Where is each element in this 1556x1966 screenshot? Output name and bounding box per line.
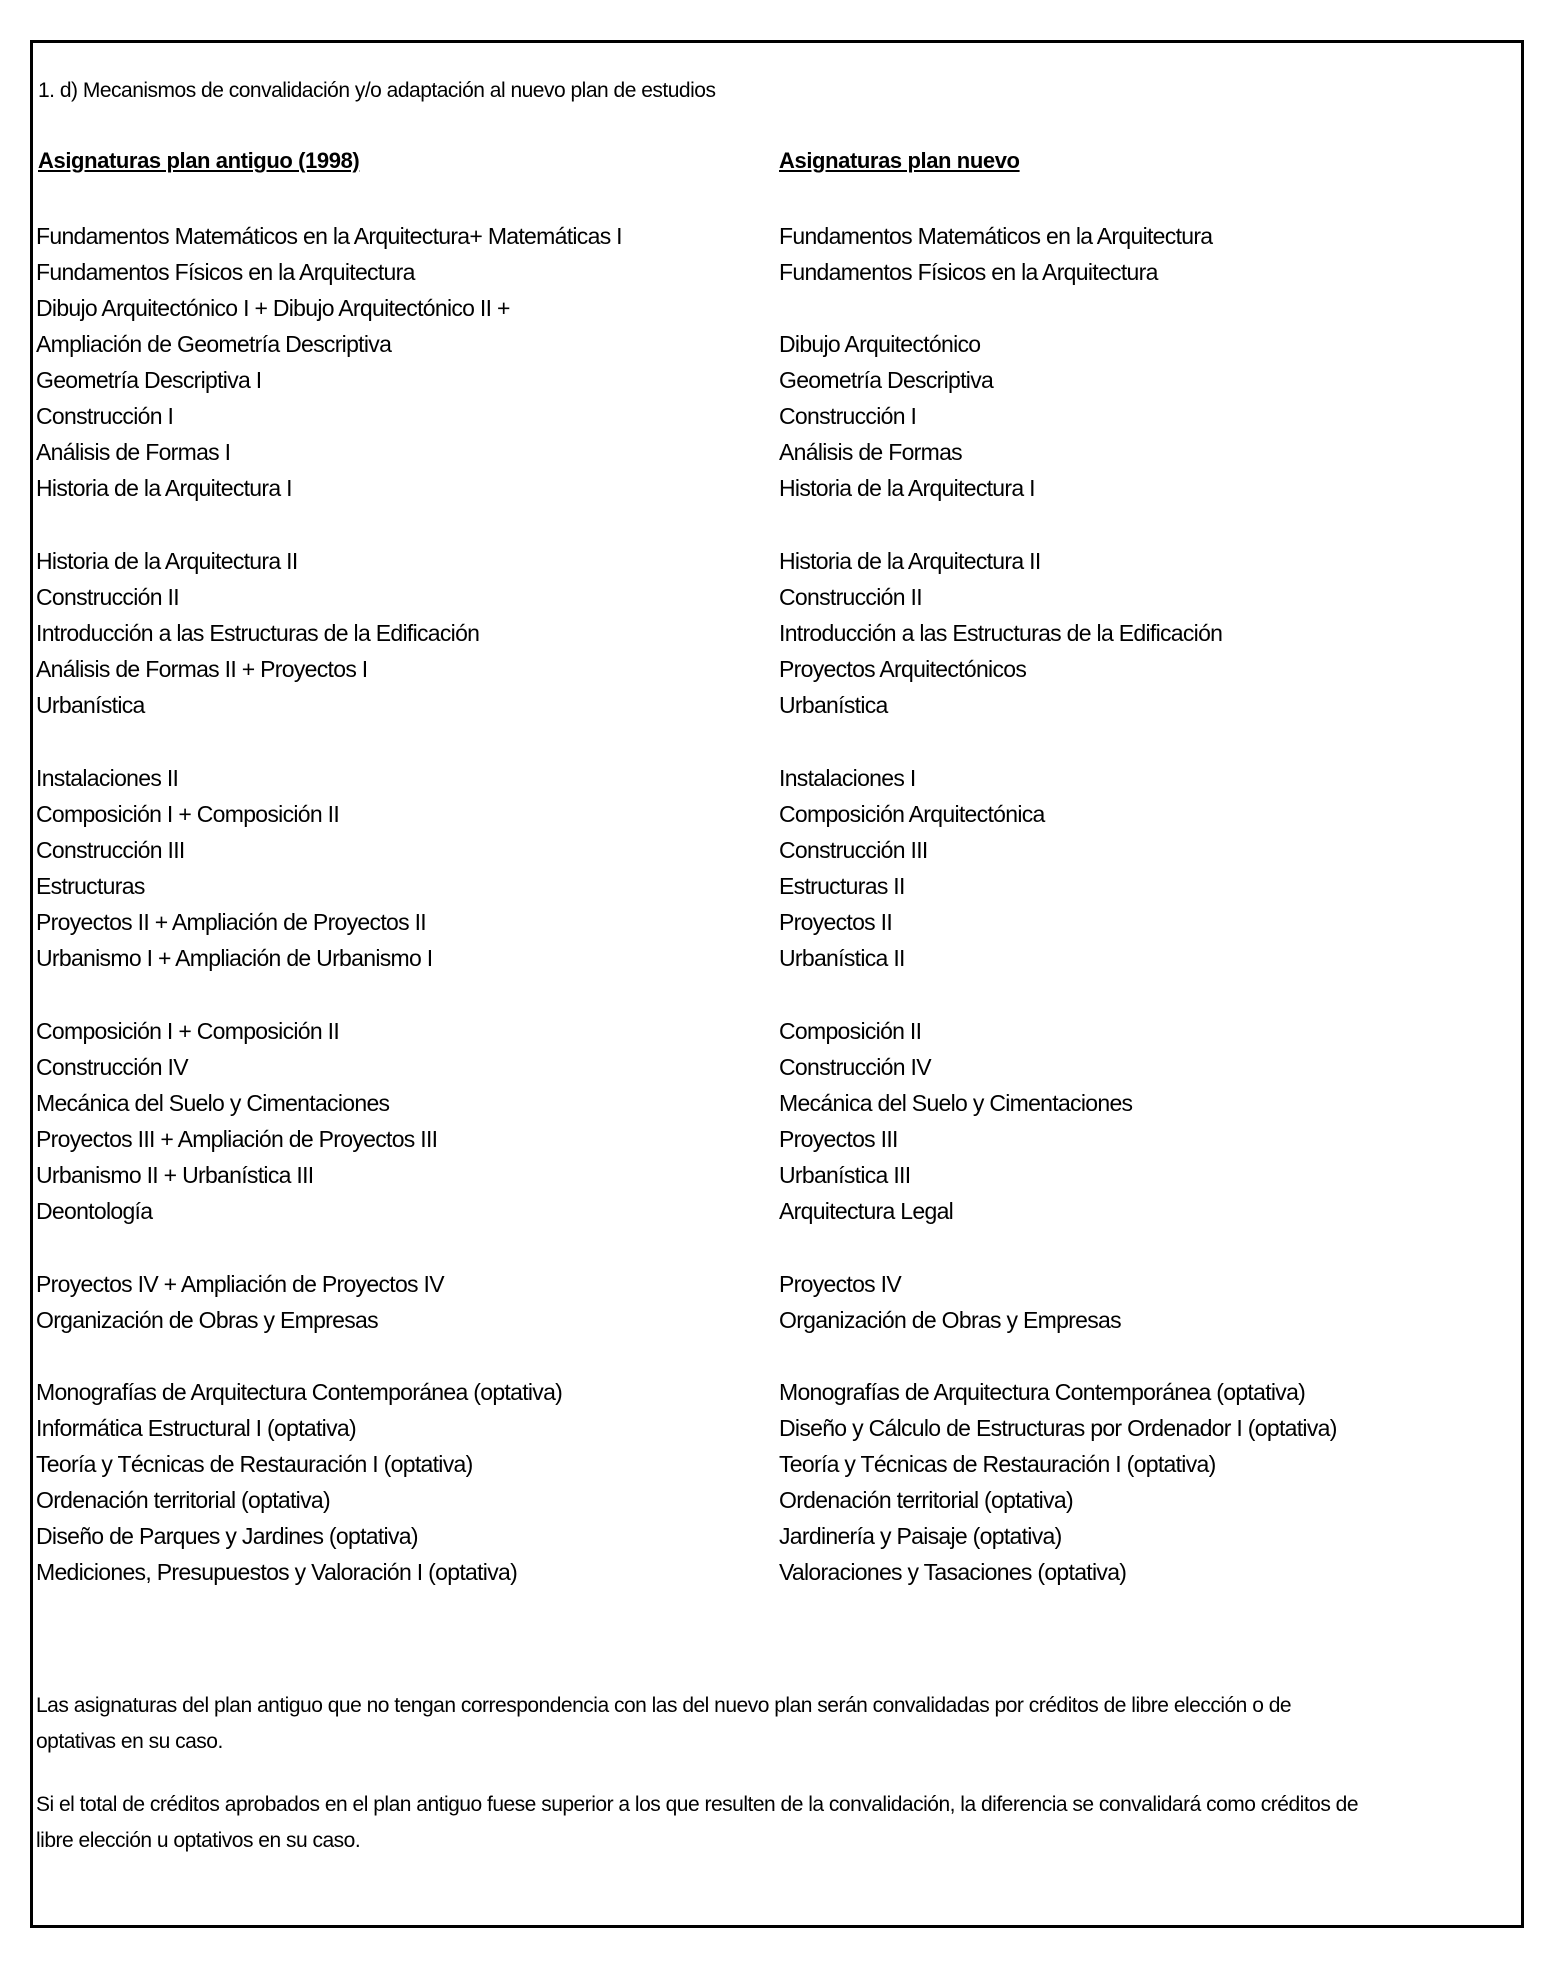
old-subject: Ampliación de Geometría Descriptiva: [36, 331, 392, 357]
old-subject: Fundamentos Matemáticos en la Arquitectura+ Matemáticas I: [36, 223, 622, 249]
new-subject: Construcción I: [779, 403, 917, 429]
old-subject: Instalaciones II: [36, 765, 179, 791]
new-subject: Proyectos II: [779, 909, 893, 935]
new-subject: Teoría y Técnicas de Restauración I (optativa): [779, 1451, 1216, 1477]
new-subject: Construcción IV: [779, 1054, 931, 1080]
old-subject: Construcción I: [36, 403, 174, 429]
old-subject: Urbanismo I + Ampliación de Urbanismo I: [36, 945, 433, 971]
old-subject: Análisis de Formas II + Proyectos I: [36, 656, 368, 682]
new-subject: Historia de la Arquitectura II: [779, 548, 1041, 574]
old-subject: Introducción a las Estructuras de la Edificación: [36, 620, 480, 646]
new-subject: Mecánica del Suelo y Cimentaciones: [779, 1090, 1133, 1116]
old-subject: Informática Estructural I (optativa): [36, 1415, 356, 1441]
old-subject: Composición I + Composición II: [36, 1018, 340, 1044]
new-subject: Diseño y Cálculo de Estructuras por Ordenador I (optativa): [779, 1415, 1337, 1441]
new-subject: Ordenación territorial (optativa): [779, 1487, 1073, 1513]
new-subject: Instalaciones I: [779, 765, 916, 791]
old-subject: Urbanística: [36, 692, 145, 718]
new-subject: Introducción a las Estructuras de la Edificación: [779, 620, 1223, 646]
new-subject: Proyectos IV: [779, 1271, 901, 1297]
old-subject: Historia de la Arquitectura II: [36, 548, 298, 574]
old-subject: Organización de Obras y Empresas: [36, 1307, 378, 1333]
old-plan-column-title: Asignaturas plan antiguo (1998): [38, 148, 360, 173]
old-subject: Mecánica del Suelo y Cimentaciones: [36, 1090, 390, 1116]
old-subject: Urbanismo II + Urbanística III: [36, 1162, 314, 1188]
new-subject: Construcción II: [779, 584, 922, 610]
old-subject: Teoría y Técnicas de Restauración I (optativa): [36, 1451, 473, 1477]
new-subject: Arquitectura Legal: [779, 1198, 954, 1224]
old-subject: Diseño de Parques y Jardines (optativa): [36, 1523, 418, 1549]
old-subject: Ordenación territorial (optativa): [36, 1487, 330, 1513]
old-subject: Monografías de Arquitectura Contemporánea (optativa): [36, 1379, 563, 1405]
old-subject: Proyectos IV + Ampliación de Proyectos IV: [36, 1271, 444, 1297]
old-subject: Construcción IV: [36, 1054, 188, 1080]
new-plan-column-title: Asignaturas plan nuevo: [779, 148, 1020, 173]
new-subject: Fundamentos Físicos en la Arquitectura: [779, 259, 1158, 285]
old-subject: Deontología: [36, 1198, 153, 1224]
new-subject: Proyectos III: [779, 1126, 898, 1152]
new-subject: Organización de Obras y Empresas: [779, 1307, 1121, 1333]
old-subject: Mediciones, Presupuestos y Valoración I (optativa): [36, 1559, 518, 1585]
new-subject: Urbanística II: [779, 945, 905, 971]
old-subject: Construcción II: [36, 584, 179, 610]
new-subject: Urbanística III: [779, 1162, 911, 1188]
new-subject: Monografías de Arquitectura Contemporánea (optativa): [779, 1379, 1306, 1405]
new-subject: Proyectos Arquitectónicos: [779, 656, 1027, 682]
new-subject: Historia de la Arquitectura I: [779, 475, 1035, 501]
new-subject: Geometría Descriptiva: [779, 367, 994, 393]
old-subject: Proyectos III + Ampliación de Proyectos III: [36, 1126, 438, 1152]
old-subject: Composición I + Composición II: [36, 801, 340, 827]
new-subject: Análisis de Formas: [779, 439, 962, 465]
old-subject: Historia de la Arquitectura I: [36, 475, 292, 501]
new-subject: Valoraciones y Tasaciones (optativa): [779, 1559, 1127, 1585]
old-subject: Fundamentos Físicos en la Arquitectura: [36, 259, 415, 285]
new-subject: Urbanística: [779, 692, 888, 718]
new-subject: Construcción III: [779, 837, 928, 863]
old-subject: Proyectos II + Ampliación de Proyectos II: [36, 909, 426, 935]
new-subject: Jardinería y Paisaje (optativa): [779, 1523, 1062, 1549]
new-subject: Dibujo Arquitectónico: [779, 331, 981, 357]
new-subject: Fundamentos Matemáticos en la Arquitectura: [779, 223, 1213, 249]
old-subject: Construcción III: [36, 837, 185, 863]
new-subject: Composición Arquitectónica: [779, 801, 1045, 827]
note-no-correspondence: Las asignaturas del plan antiguo que no tengan correspondencia con las del nuevo plan serán convalidadas por créditos de libre elección o de optativas en su caso.: [36, 1694, 1292, 1753]
document-frame: [30, 40, 1524, 1928]
old-subject: Análisis de Formas I: [36, 439, 231, 465]
old-subject: Estructuras: [36, 873, 145, 899]
section-heading: 1. d) Mecanismos de convalidación y/o adaptación al nuevo plan de estudios: [38, 79, 716, 102]
old-subject: Dibujo Arquitectónico I + Dibujo Arquitectónico II +: [36, 295, 510, 321]
new-subject: Estructuras II: [779, 873, 905, 899]
note-credit-difference: Si el total de créditos aprobados en el plan antiguo fuese superior a los que resulten de la convalidación, la diferencia se convalidará como créditos de libre elección u optativos en su caso.: [36, 1793, 1359, 1852]
new-subject: Composición II: [779, 1018, 922, 1044]
old-subject: Geometría Descriptiva I: [36, 367, 262, 393]
